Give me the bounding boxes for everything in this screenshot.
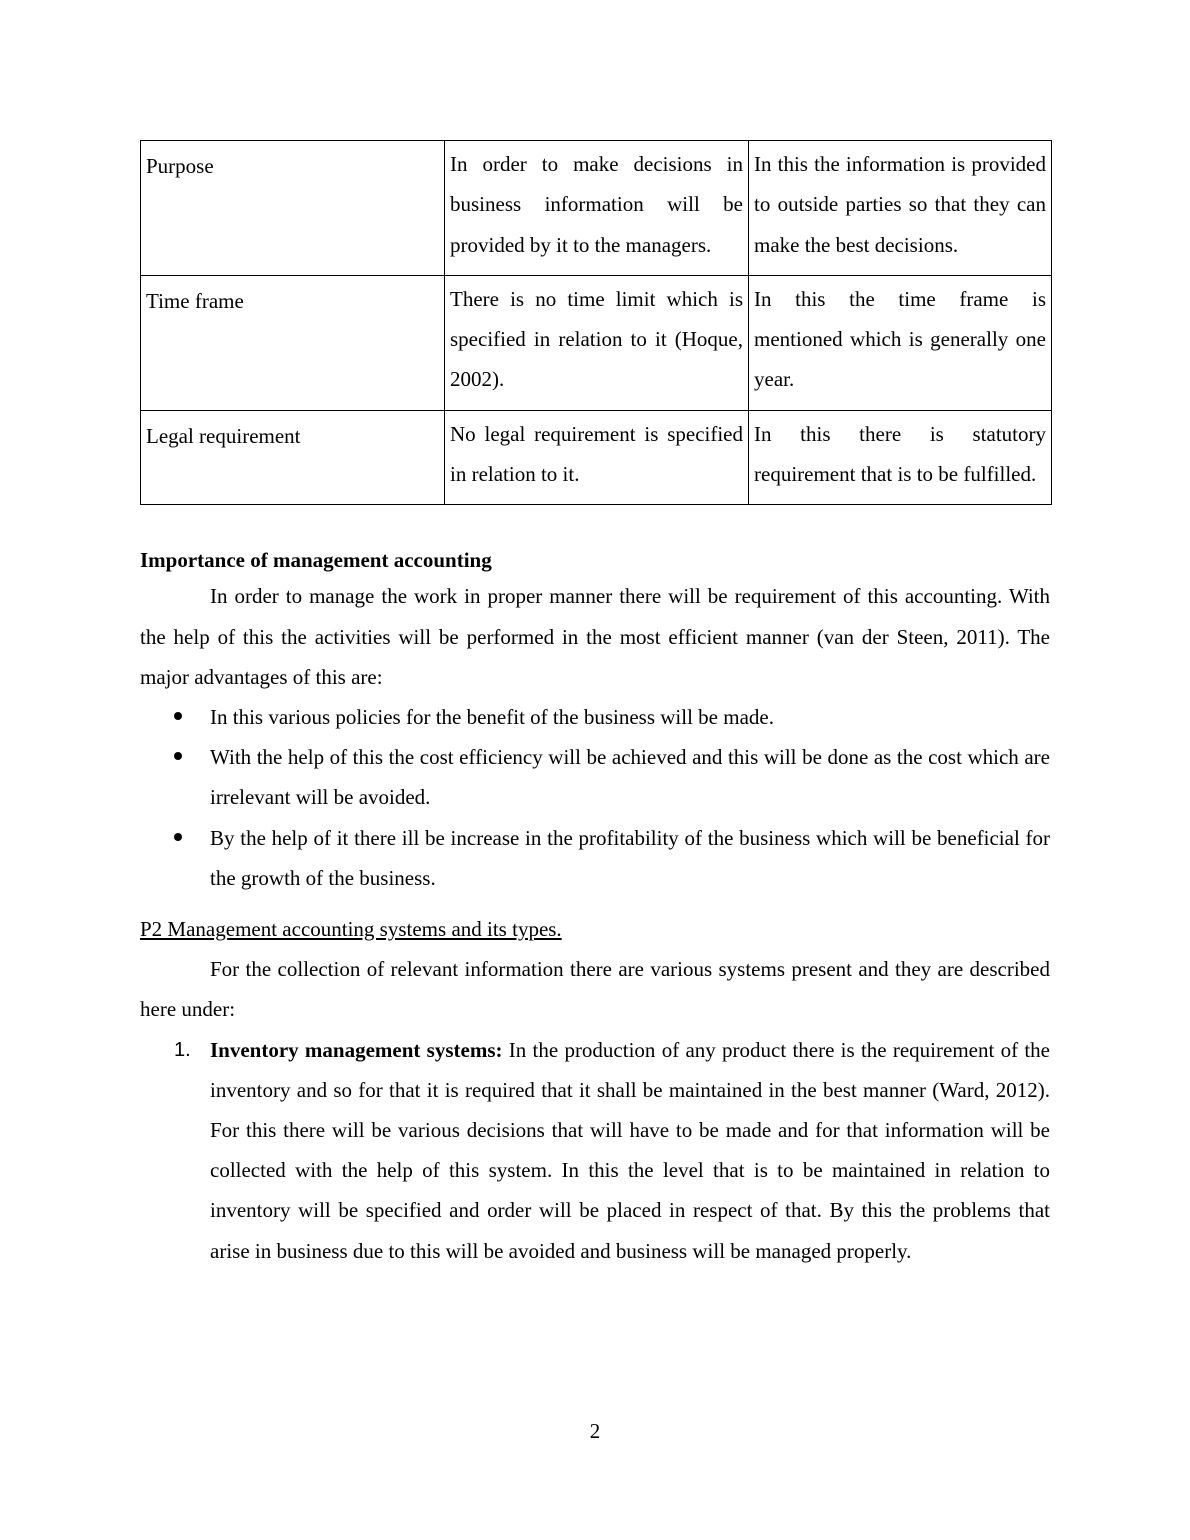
importance-heading: Importance of management accounting [140,548,492,573]
list-item-text: By the help of it there ill be increase in the profitability of the business which will be beneficial for the growth of the business. [210,825,1050,890]
system-name: Inventory management systems: [210,1037,503,1062]
p2-section-title: P2 Management accounting systems and its types. [140,917,562,941]
financial-accounting-cell: In this the information is provided to outside parties so that they can make the best decisions. [749,141,1052,276]
bullet-icon [174,752,182,760]
document-page [140,140,1050,1271]
list-item-text: In this various policies for the benefit of the business will be made. [210,704,774,729]
management-accounting-cell: No legal requirement is specified in relation to it. [445,410,749,505]
row-label: Purpose [141,141,445,276]
financial-accounting-cell: In this there is statutory requirement that is to be fulfilled. [749,410,1052,505]
system-description: In the production of any product there is the requirement of the inventory and so for that it is required that it shall be maintained in the best manner (Ward, 2012). For this there will be various decisions that will have to be made and for that information will be collected with the help of this system. In this the level that is to be maintained in relation to inventory will be specified and order will be placed in respect of that. By this the problems that arise in business due to this will be avoided and business will be managed properly. [210,1037,1050,1263]
p2-paragraph: For the collection of relevant information there are various systems present and they are described here under: [140,957,1050,1022]
management-accounting-cell: There is no time limit which is specified in relation to it (Hoque, 2002). [445,275,749,410]
spacer [140,505,1050,546]
table-row [141,275,1052,410]
row-label: Time frame [141,275,445,410]
table-row [141,141,1052,276]
list-item-text: With the help of this the cost efficiency will be achieved and this will be done as the cost which are irrelevant will be avoided. [210,745,1050,810]
list-number: 1. [174,1038,191,1061]
financial-accounting-cell: In this the time frame is mentioned which is generally one year. [749,275,1052,410]
page-number: 2 [589,1419,601,1443]
advantages-list [140,697,1050,898]
systems-list [140,1030,1050,1271]
bullet-icon [174,833,182,841]
bullet-icon [174,712,182,720]
list-item [140,818,1050,898]
comparison-table [140,140,1052,505]
table-row [141,410,1052,505]
list-item [140,697,1050,737]
importance-paragraph: In order to manage the work in proper manner there will be requirement of this accounting. With the help of this the activities will be performed in the most efficient manner (van der Steen, 2011). The major advantages of this are: [140,584,1050,689]
row-label: Legal requirement [141,410,445,505]
management-accounting-cell: In order to make decisions in business information will be provided by it to the managers. [445,141,749,276]
list-item [140,1030,1050,1271]
list-item [140,737,1050,817]
